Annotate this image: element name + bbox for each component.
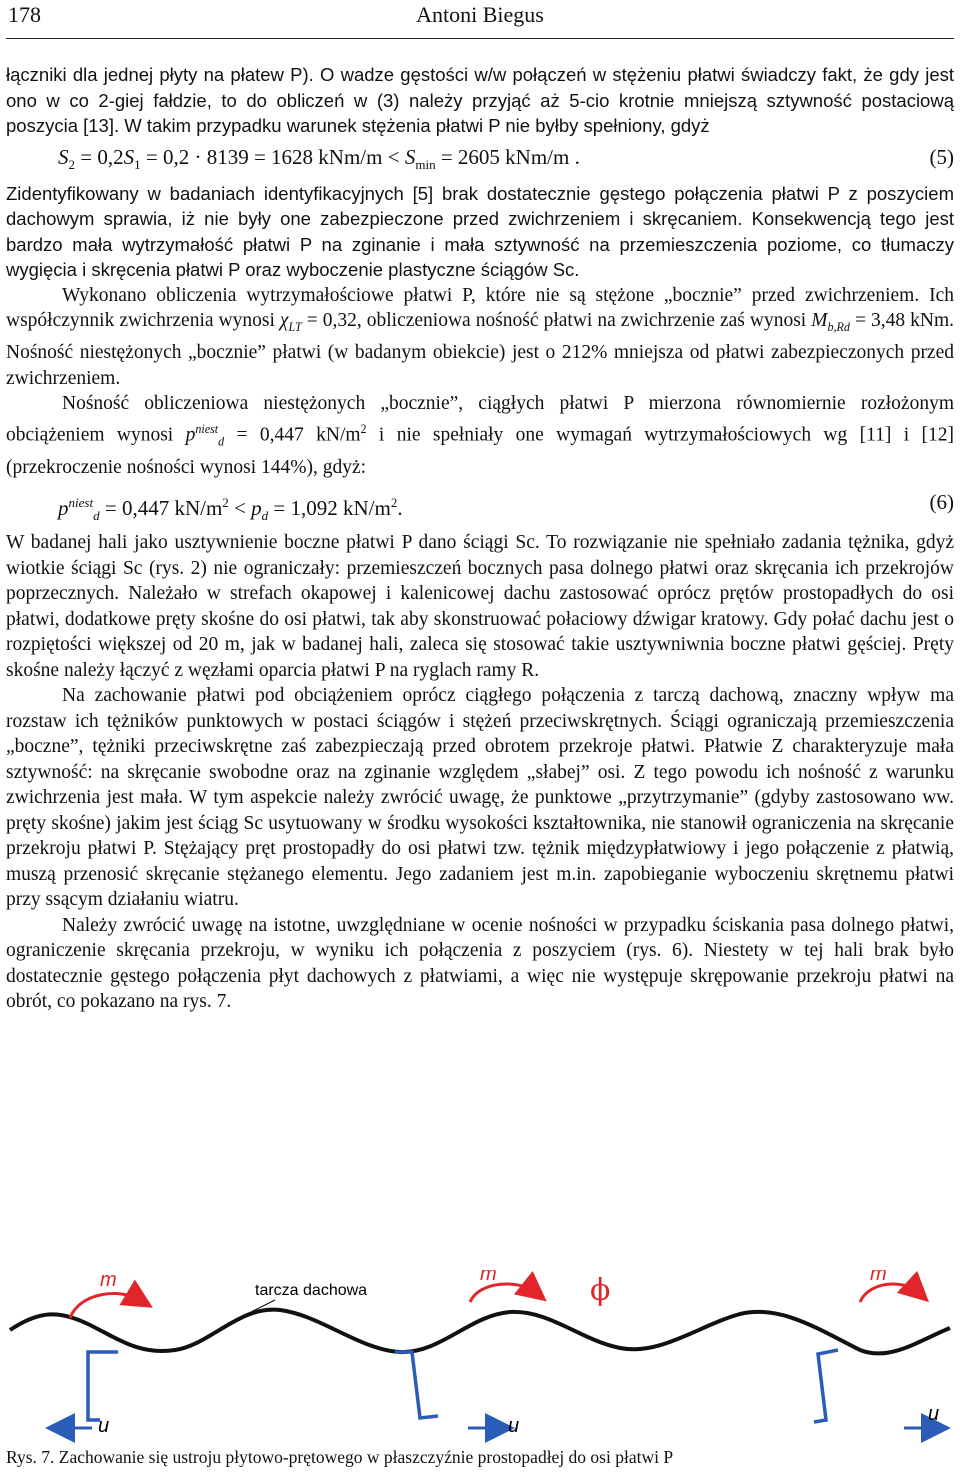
paragraph-5: W badanej hali jako usztywnienie boczne płatwi P dano ściągi Sc. To rozwiązanie nie spełniało zadania tężnika, gdyż wiotkie ściągi Sc (rys. 2) nie ograniczały: przemieszczeń bocznych pasa dolnego płatwi oraz skręcania ich przekrojów poprzecznych. Należało w strefach okapowej i kalenicowej dachu zastosować oprócz prętów prostopadłych do osi płatwi, dodatkowe pręty skośne do osi płatwi, tak aby skonstruować połaciowy dźwigar kratowy. Gdy połać dachu jest o rozpiętości większej od 20 m, jak w badanej hali, zaleca się stosować takie usztywniwnia boczne płatwi gęściej. Pręty skośne należy łączyć z węzłami oparcia płatwi P na ryglach ramy R. [6,532,954,681]
equation-5-formula [58,145,580,178]
equation-5-number: (5) [929,144,954,169]
p-value: = 0,447 kN/m [224,424,361,446]
p-subscript: d [218,434,225,449]
label-m-2: m [480,1270,497,1285]
label-u-3: u [928,1403,940,1425]
paragraph-6: Na zachowanie płatwi pod obciążeniem oprócz ciągłego połączenia z tarczą dachową, znaczny wpływ ma rozstaw ich tężników punktowych w postaci ściągów i stężeń przeciwskrętnych. Ściągi ograniczają przemieszczenia „boczne”, tężniki przeciwskrętne zaś zabezpieczają przed obrotem przekroje płatwi. Płatwie Z charakteryzuje mała sztywność: na skręcanie swobodne oraz na zginanie względem „słabej” osi. Z tego powodu ich nośność z warunku zwichrzenia jest mała. W tym aspekcie należy zwrócić uwagę, że punktowe „przytrzymanie” (gdyby zastosowano ww. pręty skośne) jakim jest ściąg Sc usytuowany w środku wysokości kształtownika, nie stanowił ograniczenia na skręcanie przekroju płatwi P. Stężający pręt prostopadły do osi płatwi tzw. tężnik międzypłatwiowy i jego połączenie z płatwią, muszą przenosić skręcanie stężanego elementu. Jego zadaniem jest m.in. zapobieganie wyboczeniu skrętnemu płatwi przy ssącym działaniu wiatru. [6,685,954,911]
para3-text-1: Wykonano obliczenia wytrzymałościowe płatwi P, które nie są stężone „bocznie” przed zwichrzeniem. Ich współczynnik zwichrzenia wynosi [6,284,954,331]
m-subscript: b,Rd [827,319,850,334]
eq5-s2-symbol: S [58,144,69,169]
eq6-part-a: = 0,447 kN/m [104,496,223,521]
moment-arrow-3 [860,1284,918,1302]
label-u-2: u [508,1415,520,1437]
para3-text-2: , obliczeniowa nośność płatwi na zwichrzenie zaś wynosi [356,310,812,331]
para4-text-1: Nośność obliczeniowa niestężonych „bocznie”, ciągłych płatwi P mierzona równomiernie rozłożonym obciążeniem wynosi [6,393,954,446]
para4-text-2: i nie spełniały one wymagań wytrzymałościowych wg [11] i [12] (przekroczenie nośności wynosi 144%), gdyż: [6,424,954,478]
label-m-1: m [100,1270,117,1291]
eq5-part-a: = 0,2 [80,144,124,169]
p-unit-square: 2 [360,421,367,436]
paragraph-7: Należy zwrócić uwagę na istotne, uwzględniane w ocenie nośności w przypadku ściskania pasa dolnego płatwi, ograniczenie skręcania przekroju, w wyniku ich połączenia z poszyciem (rys. 6). Niestety w tej hali brak było dostatecznie gęstego połączenia płyt dachowych z płatwiami, a więc nie występuje skrępowanie przekroju płatwi na obrót, co pokazano na rys. 7. [6,914,954,1013]
running-head-author: Antoni Biegus [416,2,544,27]
eq5-sub-1: 1 [134,156,141,172]
figure-7 [0,1270,960,1445]
header-rule [6,38,954,39]
z-purlin-1 [88,1352,118,1420]
p-symbol: p [185,424,196,446]
eq5-sub-2: 2 [68,156,76,172]
z-purlin-2 [395,1352,438,1418]
page-number: 178 [8,2,41,27]
m-value: = 3,48 kNm [849,310,950,331]
paragraph-1: łączniki dla jednej płyty na płatew P). O wadze gęstości w/w połączeń w stężeniu płatwi świadczy fakt, że gdy jest ono w co 2-giej fałdzie, to do obliczeń w (3) należy przyjąć aż 5-cio krotnie mniejszą sztywność postaciową poszycia [13]. W takim przypadku warunek stężenia płatwi P nie byłby spełniony, gdyż [6,64,954,136]
eq5-s1-symbol: S [123,144,135,169]
eq6-part-b: = 1,092 kN/m [273,496,391,521]
p-superscript: niest [195,421,219,436]
roof-sheet-wave [10,1310,950,1354]
eq6-superscript: niest [68,495,94,511]
article-body [6,62,954,1015]
chi-symbol: χ [279,310,289,331]
z-purlin-3 [814,1350,838,1422]
eq6-p2-symbol: p [251,496,262,521]
paragraph-2: Zidentyfikowany w badaniach identyfikacyjnych [5] brak dostatecznie gęstego połączenia płatwi P z poszyciem dachowym sprawia, iż nie były one zabezpieczone przed zwichrzeniem i skręcaniem. Konsekwencją tego jest bardzo mała wytrzymałość płatwi P na zginanie i mała sztywność na przemieszczenia poziome, co tłumaczy wygięcia i skręcenia płatwi P oraz wyboczenie plastyczne ściągów Sc. [6,182,954,280]
equation-6-number: (6) [929,490,954,515]
eq5-sub-min: min [415,156,436,172]
moment-arrow-1 [70,1294,140,1318]
label-u-1: u [98,1415,110,1437]
eq6-square-2: 2 [390,495,398,511]
eq6-square-1: 2 [222,495,229,511]
eq6-sub-2: d [261,508,269,524]
eq6-end: . [397,496,403,521]
figure-caption: Rys. 7. Zachowanie się ustroju płytowo-prętowego w płaszczyźnie prostopadłej do osi płatwi P [6,1447,674,1467]
chi-subscript: LT [288,319,302,334]
equation-5 [6,139,954,181]
label-tarcza-dachowa: tarcza dachowa [255,1282,368,1299]
moment-arrow-2 [470,1284,535,1302]
label-phi: ϕ [590,1273,611,1308]
label-m-3: m [870,1270,887,1285]
eq5-smin-symbol: S [404,144,416,169]
equation-6-formula [58,490,403,529]
eq6-sub-1: d [93,508,100,524]
page-header [6,2,954,32]
eq6-less-than: < [228,496,246,521]
eq6-p1-symbol: p [58,496,69,521]
m-symbol: M [811,310,828,331]
paragraph-4 [6,391,954,480]
paragraph-3 [6,283,954,392]
equation-6 [6,480,954,530]
chi-value: = 0,32 [301,310,357,331]
eq5-part-c: = 2605 kNm/m . [440,144,580,169]
para3-text-3: . Nośność niestężonych „bocznie” płatwi (w badanym obiekcie) jest o 212% mniejsza od płatwi zabezpieczonych przed zwichrzeniem. [6,310,955,389]
eq5-part-b: = 0,2 · 8139 = 1628 kNm/m < [145,144,400,169]
